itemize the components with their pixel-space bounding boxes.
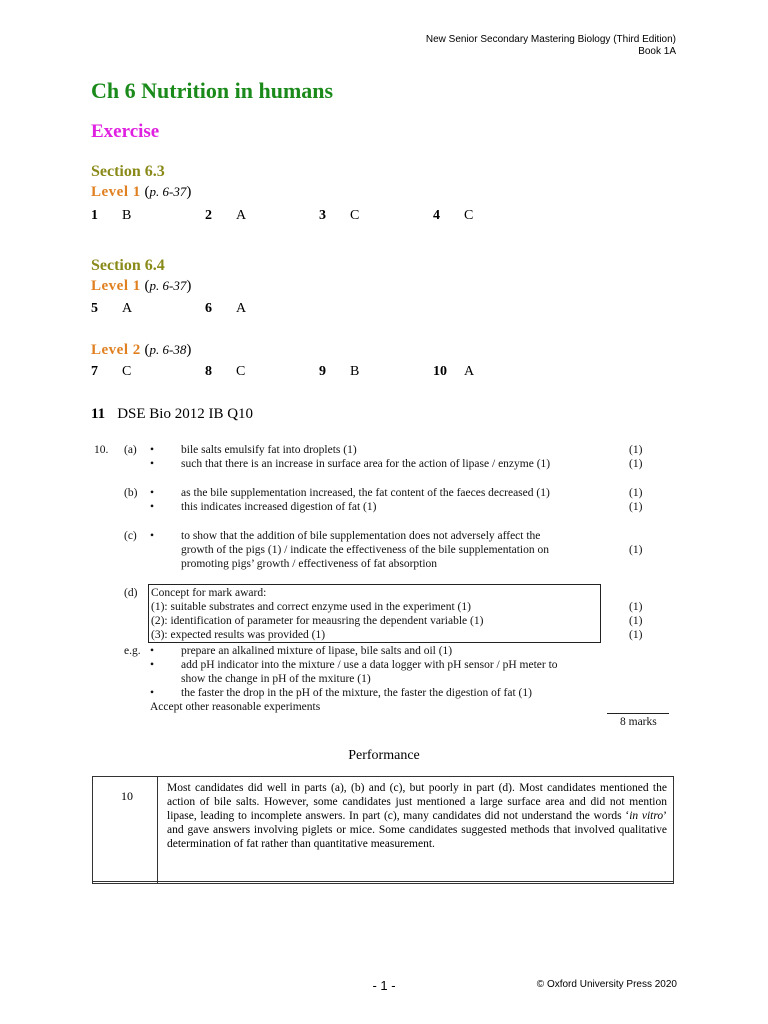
level-label: Level 1 [91, 184, 141, 200]
answer-value: C [122, 364, 132, 379]
mark-value: (1) [629, 601, 643, 613]
bullet-icon: • [150, 458, 155, 470]
answer-value: A [236, 208, 247, 223]
answer-value: B [350, 364, 360, 379]
scheme-line: Concept for mark award: [151, 587, 267, 599]
scheme-part-label: (c) [124, 530, 137, 542]
scheme-line: promoting pigs’ growth / effectiveness of fat absorption [181, 558, 438, 570]
scheme-line: (3): expected results was provided (1) [151, 629, 326, 641]
scheme-line: add pH indicator into the mixture / use a data logger with pH sensor / pH meter to [181, 659, 558, 671]
answer-item: 8 [205, 364, 212, 379]
answer-item: 6 [205, 301, 212, 316]
question-reference: DSE Bio 2012 IB Q10 [117, 406, 254, 422]
copyright-notice: © Oxford University Press 2020 [536, 979, 677, 990]
answer-value: C [350, 208, 360, 223]
scheme-line: prepare an alkalined mixture of lipase, bile salts and oil (1) [181, 645, 453, 657]
bullet-icon: • [150, 501, 155, 513]
page-ref: p. 6-37 [149, 278, 187, 293]
scheme-line: to show that the addition of bile supplementation does not adversely affect the [181, 530, 541, 542]
mark-value: (1) [629, 629, 643, 641]
scheme-eg-label: e.g. [124, 645, 141, 657]
answer-value: C [464, 208, 474, 223]
answer-value: A [464, 364, 475, 379]
performance-comment: Most candidates did well in parts (a), (b) and (c), but poorly in part (d). Most candidates mentioned the action of bile salts. However, some candidates just mentioned a large surface area and did not mention lipase, leading to incomplete answers. In part (c), many candidates did not understand the words ‘in vitro’ and gave answers involving piglets or mice. Some candidates suggested methods that involved qualitative determination of fat rather than quantitative measurement. [167, 782, 667, 850]
answer-item: 4 [433, 208, 440, 223]
bullet-icon: • [150, 659, 155, 671]
table-divider [157, 777, 158, 883]
section-6-3-title: Section 6.3 [91, 163, 165, 180]
mark-value: (1) [629, 615, 643, 627]
scheme-line: Accept other reasonable experiments [150, 701, 321, 713]
total-rule [607, 713, 669, 714]
answer-item: 1 [91, 208, 98, 223]
scheme-line: (1): suitable substrates and correct enzyme used in the experiment (1) [151, 601, 471, 613]
section-6-4-title: Section 6.4 [91, 257, 165, 274]
answer-item: 5 [91, 301, 98, 316]
answer-value: A [122, 301, 133, 316]
chapter-title: Ch 6 Nutrition in humans [91, 78, 334, 103]
scheme-line: such that there is an increase in surface area for the action of lipase / enzyme (1) [181, 458, 551, 470]
mark-value: (1) [629, 487, 643, 499]
bullet-icon: • [150, 530, 155, 542]
scheme-question-label: 10. [94, 444, 109, 456]
bullet-icon: • [150, 487, 155, 499]
level-heading: Level 2 (p. 6-38) [91, 342, 192, 358]
answer-item: 10 [433, 364, 447, 379]
scheme-line: show the change in pH of the mxiture (1) [181, 673, 371, 685]
answer-item: 9 [319, 364, 326, 379]
mark-value: (1) [629, 444, 643, 456]
scheme-part-label: (b) [124, 487, 138, 499]
exercise-heading: Exercise [91, 121, 160, 142]
mark-value: (1) [629, 544, 643, 556]
bullet-icon: • [150, 645, 155, 657]
answer-item: 2 [205, 208, 212, 223]
scheme-line: bile salts emulsify fat into droplets (1) [181, 444, 357, 456]
page-number: - 1 - [372, 978, 396, 993]
scheme-line: growth of the pigs (1) / indicate the effectiveness of the bile supplementation on [181, 544, 550, 556]
scheme-part-label: (a) [124, 444, 137, 456]
performance-title: Performance [348, 748, 420, 763]
answer-value: B [122, 208, 132, 223]
scheme-line: (2): identification of parameter for meausring the dependent variable (1) [151, 615, 484, 627]
question-number: 11 [91, 406, 106, 422]
scheme-line: this indicates increased digestion of fat (1) [181, 501, 377, 513]
mark-value: (1) [629, 458, 643, 470]
bullet-icon: • [150, 444, 155, 456]
performance-table [92, 776, 674, 884]
header-book-volume: Book 1A [638, 46, 676, 57]
mark-value: (1) [629, 501, 643, 513]
question-11 [91, 406, 253, 423]
answer-item: 3 [319, 208, 326, 223]
answer-value: C [236, 364, 246, 379]
scheme-line: as the bile supplementation increased, the fat content of the faeces decreased (1) [181, 487, 550, 499]
answer-value: A [236, 301, 247, 316]
header-book-title: New Senior Secondary Mastering Biology (Third Edition) [425, 34, 676, 45]
page-ref: p. 6-37 [149, 184, 187, 199]
scheme-part-label: (d) [124, 587, 138, 599]
page-ref: p. 6-38 [149, 342, 187, 357]
level-heading: Level 1 (p. 6-37) [91, 278, 192, 294]
level-heading: Level 1 (p. 6-37) [91, 184, 192, 200]
bullet-icon: • [150, 687, 155, 699]
answer-item: 7 [91, 364, 98, 379]
scheme-line: the faster the drop in the pH of the mixture, the faster the digestion of fat (1) [181, 687, 532, 699]
performance-question-number: 10 [121, 789, 133, 803]
level-label: Level 2 [91, 342, 141, 358]
table-bottom-rule [93, 881, 673, 882]
total-marks: 8 marks [620, 716, 657, 728]
level-label: Level 1 [91, 278, 141, 294]
